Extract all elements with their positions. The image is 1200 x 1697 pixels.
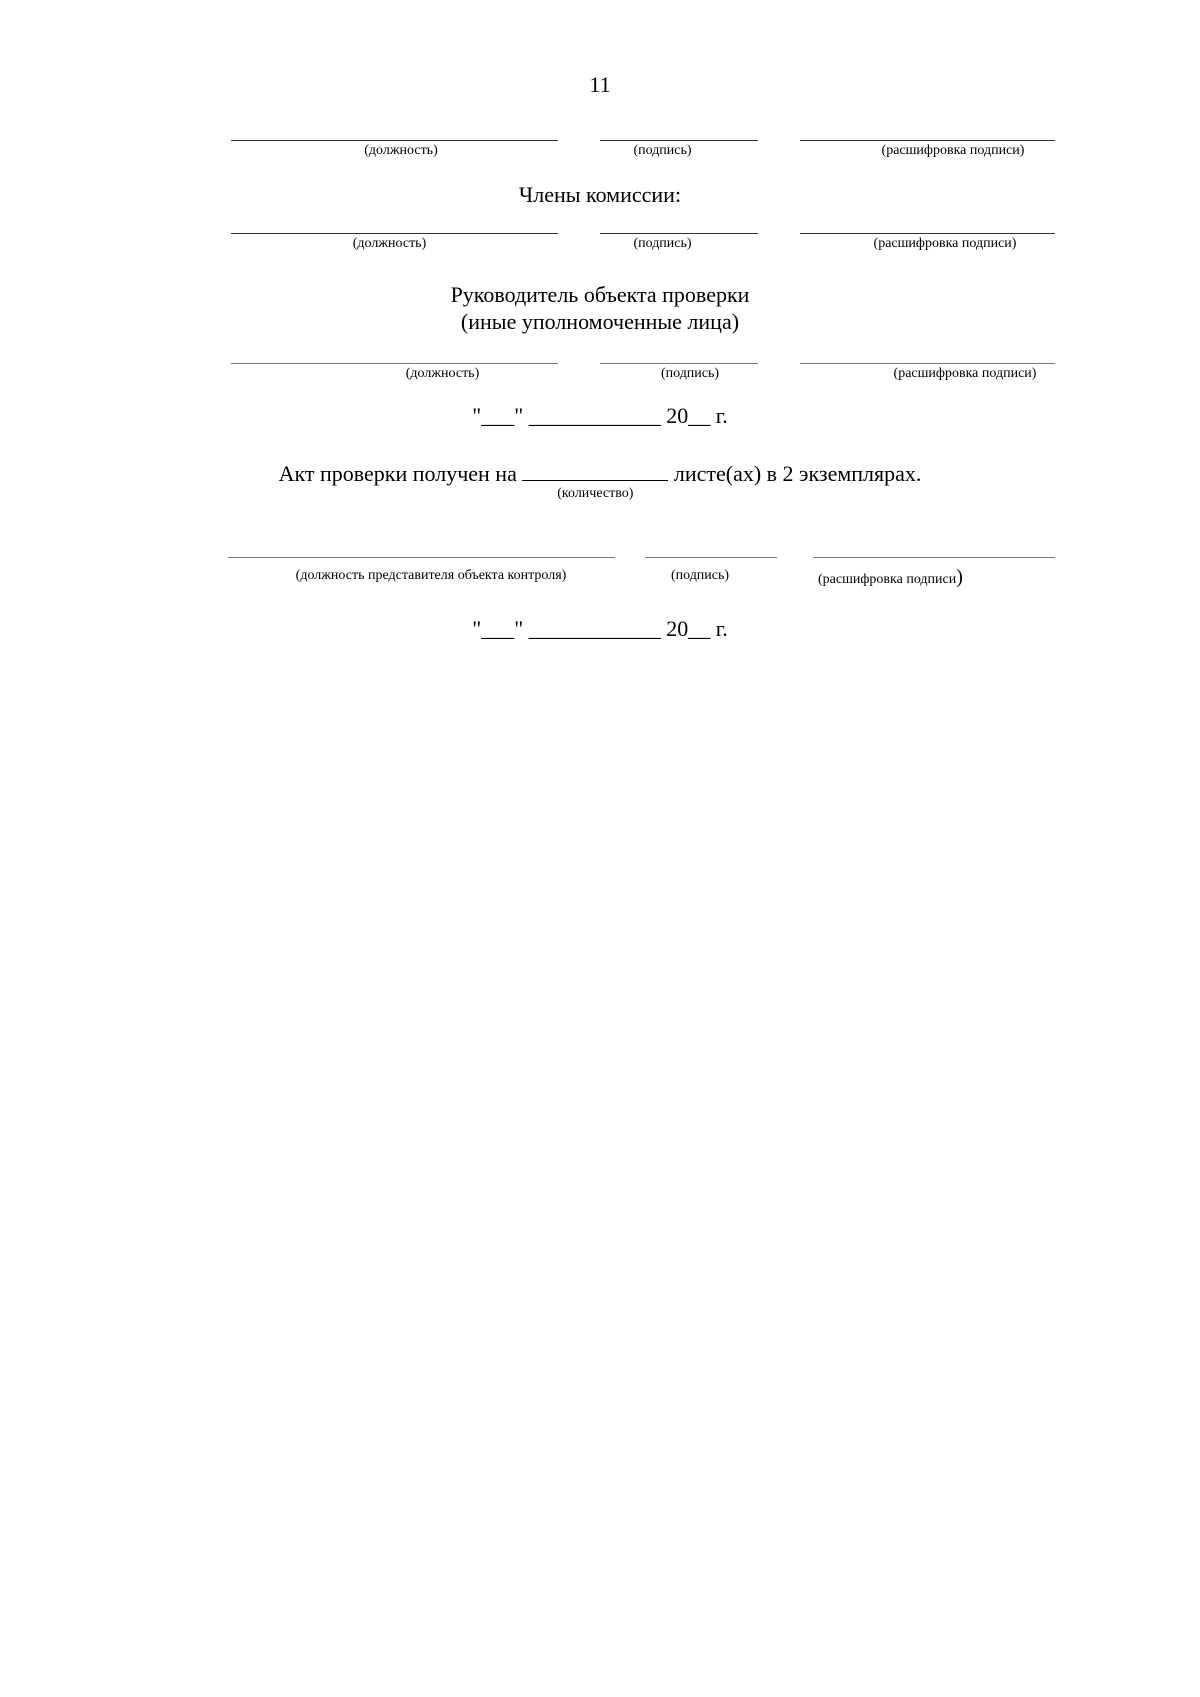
signature-caption: (подпись) [633, 143, 692, 158]
decoding-caption: (расшифровка подписи) [881, 143, 1025, 158]
decoding-caption [818, 566, 1008, 589]
act-received-text-after: листе(ах) в 2 экземплярах. [673, 461, 922, 486]
signature-caption: (подпись) [633, 236, 692, 251]
signature-line [600, 363, 758, 364]
quantity-caption: (количество) [557, 486, 634, 501]
act-received-line [0, 460, 1200, 501]
position-line [231, 140, 558, 141]
quantity-blank [522, 460, 668, 501]
decoding-line [813, 557, 1055, 558]
decoding-line [800, 140, 1055, 141]
date-line-1: "___" ____________ 20__ г. [472, 403, 728, 428]
inspected-head-heading-line2: (иные уполномоченные лица) [460, 309, 740, 334]
position-caption: (должность) [405, 366, 480, 381]
decoding-caption: (расшифровка подписи) [873, 236, 1017, 251]
decoding-line [800, 363, 1055, 364]
commission-members-heading: Члены комиссии: [518, 182, 682, 207]
date-line-2: "___" ____________ 20__ г. [472, 616, 728, 641]
signature-caption: (подпись) [670, 568, 730, 583]
position-line [231, 233, 558, 234]
signature-line [645, 557, 777, 558]
signature-line [600, 233, 758, 234]
decoding-caption-text: (расшифровка подписи [818, 572, 957, 587]
decoding-caption-close: ) [956, 566, 963, 588]
page-number: 11 [589, 72, 611, 97]
position-line [228, 557, 615, 558]
position-caption: (должность) [352, 236, 427, 251]
signature-line [600, 140, 758, 141]
position-caption: (должность) [364, 143, 438, 158]
act-received-text-before: Акт проверки получен на [278, 461, 517, 486]
inspected-head-heading-line1: Руководитель объекта проверки [450, 282, 750, 307]
signature-caption: (подпись) [660, 366, 720, 381]
decoding-line [800, 233, 1055, 234]
decoding-caption: (расшифровка подписи) [893, 366, 1037, 381]
position-line [231, 363, 558, 364]
position-caption: (должность представителя объекта контроля) [295, 568, 567, 583]
